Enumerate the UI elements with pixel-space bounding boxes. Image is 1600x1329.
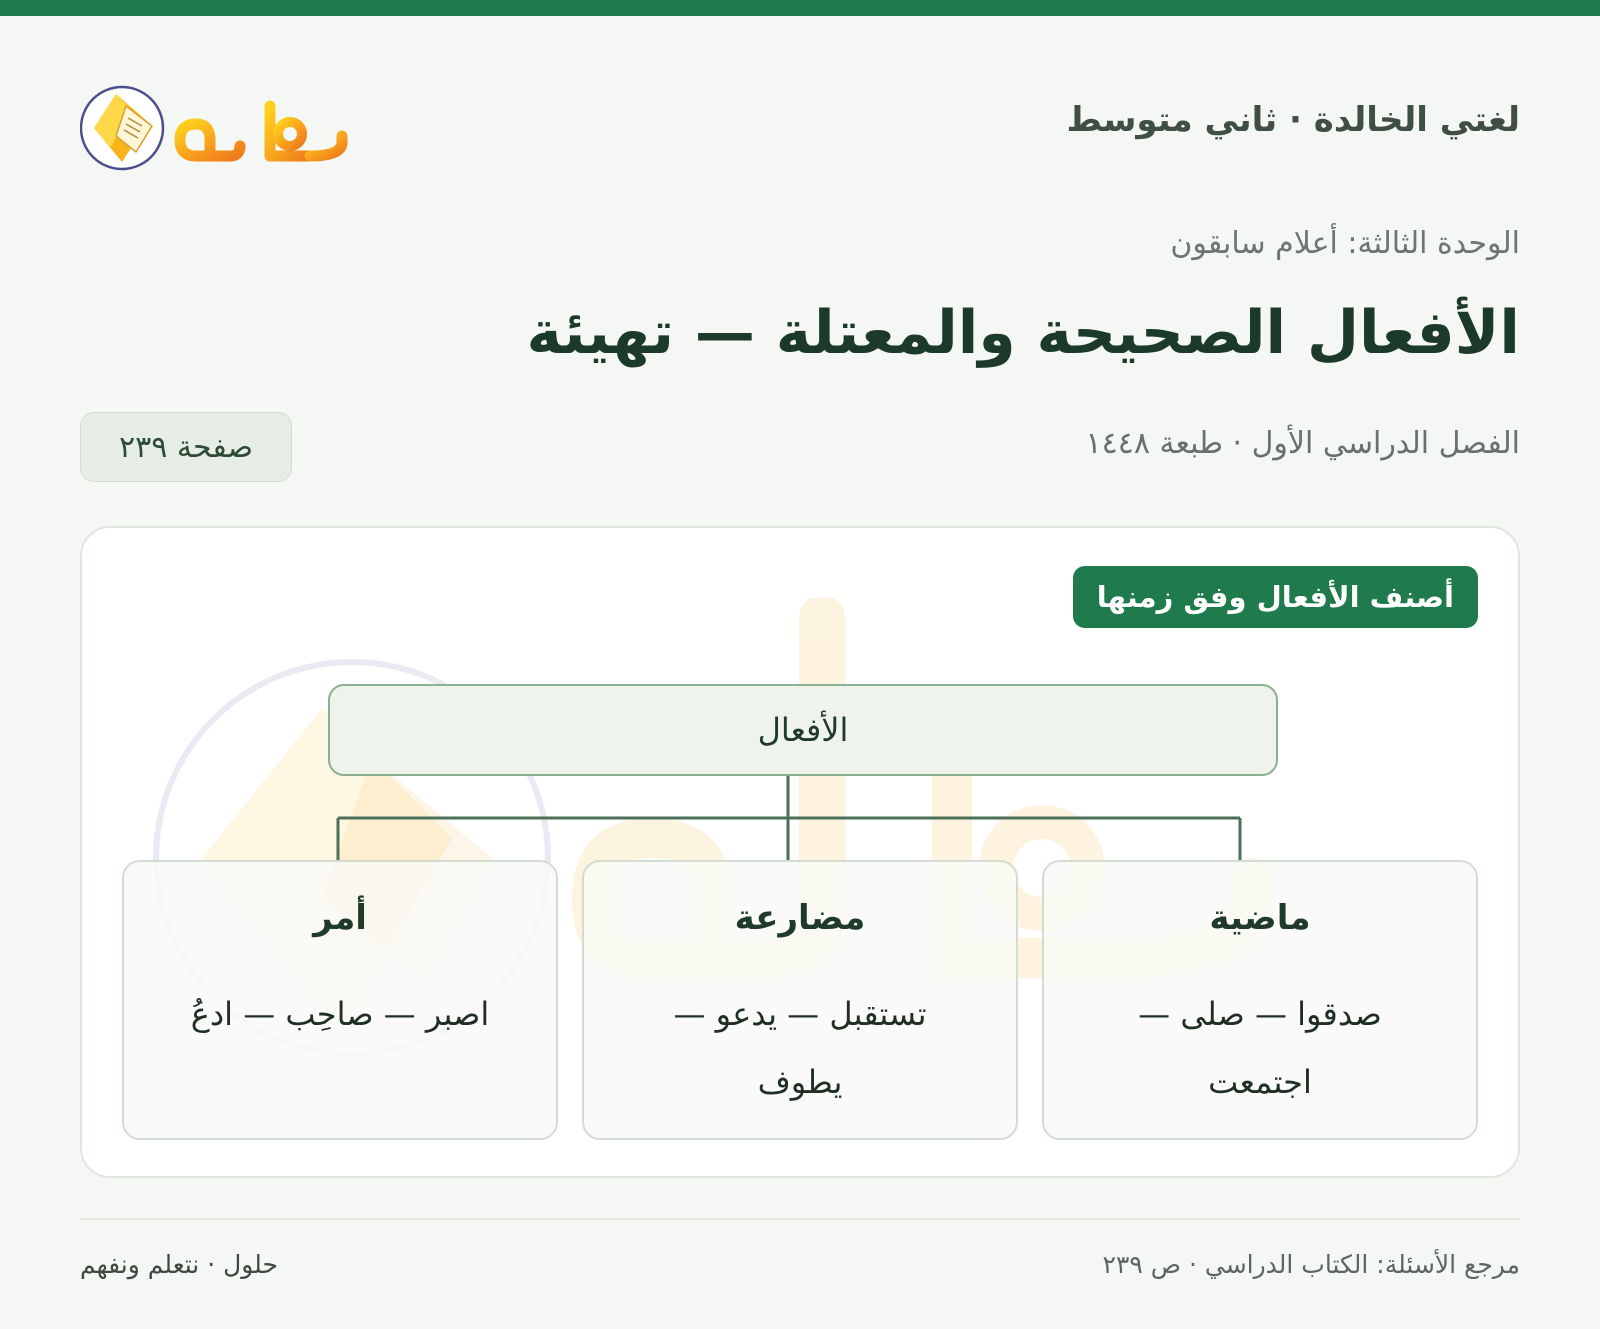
branch-verbs: اصبر — صاحِب — ادعُ: [190, 995, 490, 1033]
questions-reference: مرجع الأسئلة: الكتاب الدراسي · ص ٢٣٩: [1102, 1250, 1520, 1279]
unit-label: الوحدة الثالثة: أعلام سابقون: [1170, 226, 1520, 261]
subject-heading: لغتي الخالدة · ثاني متوسط: [1066, 100, 1520, 140]
branch-title: أمر: [313, 898, 367, 938]
page-number-badge: صفحة ٢٣٩: [80, 412, 292, 482]
branch-title: مضارعة: [734, 898, 866, 938]
instruction-badge: أصنف الأفعال وفق زمنها: [1073, 566, 1478, 628]
branch-title: ماضية: [1209, 898, 1311, 938]
brand-logo[interactable]: [80, 66, 360, 176]
logo-wordmark: [180, 76, 342, 156]
branch-verbs: صدقوا — صلى — اجتمعت: [1138, 995, 1382, 1101]
branch-imperative: [122, 860, 558, 1140]
page-title: الأفعال الصحيحة والمعتلة — تهيئة: [526, 298, 1520, 368]
book-icon: [81, 87, 163, 169]
semester-label: الفصل الدراسي الأول · طبعة ١٤٤٨: [1085, 426, 1520, 461]
exercise-card: [80, 526, 1520, 1178]
branch-past: [1042, 860, 1478, 1140]
branch-verbs: تستقبل — يدعو — يطوف: [673, 995, 927, 1101]
footer-brand: حلول · نتعلم ونفهم: [80, 1250, 278, 1279]
footer-divider: [80, 1218, 1520, 1220]
branch-present: [582, 860, 1018, 1140]
root-node: الأفعال: [328, 684, 1278, 776]
